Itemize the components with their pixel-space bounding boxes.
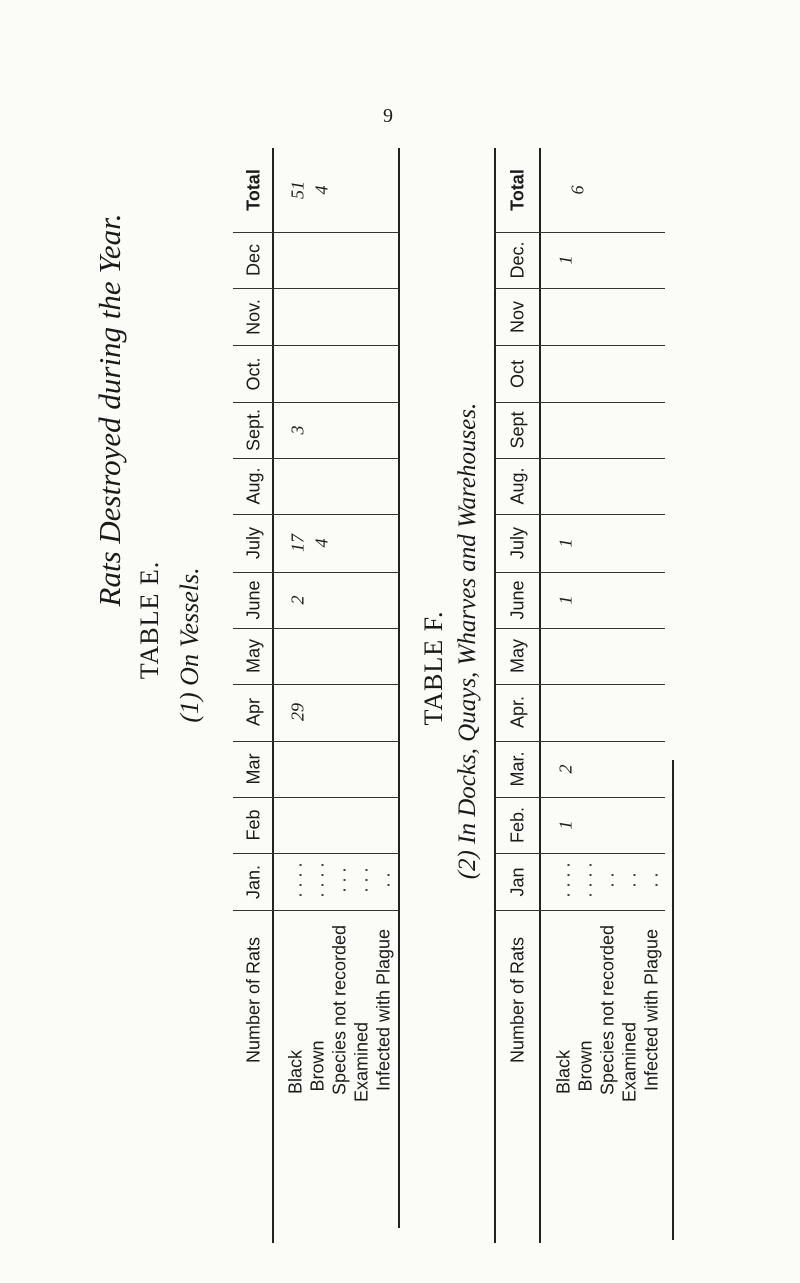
table-f-right-border (672, 760, 674, 1240)
table-f-cell: 6 (567, 185, 588, 195)
table-f-row-label: Examined (619, 1021, 640, 1103)
table-f-header-oct: Oct (507, 359, 528, 389)
table-f-row-label: Species not recorded (597, 924, 618, 1096)
table-e-cell: 51 (287, 181, 308, 199)
table-f-row-label: Black (553, 1049, 574, 1095)
table-f-header-dec: Dec. (507, 241, 528, 279)
table-e-header-nov: Nov. (243, 299, 264, 335)
page-number: 9 (383, 105, 393, 127)
table-e-leader-dots: . . . . (285, 862, 306, 898)
table-f-row-label: Infected with Plague (641, 928, 662, 1092)
table-f-header-apr: Apr. (507, 695, 528, 729)
table-f-header-may: May (507, 638, 528, 674)
table-e-row-label: Infected with Plague (373, 928, 394, 1092)
table-f-left-border (494, 148, 496, 1243)
table-f-cell: 1 (555, 538, 576, 548)
table-e-row-label: Black (285, 1049, 306, 1095)
table-e-row-label: Examined (351, 1021, 372, 1103)
table-e-right-border (398, 148, 400, 1228)
table-e-header-feb: Feb (243, 809, 264, 841)
table-f-header-july: July (507, 526, 528, 560)
table-f-header-june: June (507, 580, 528, 620)
table-e-header-mar: Mar (243, 753, 264, 785)
table-e-cell: 29 (287, 703, 308, 721)
table-f-leader-dots: . . . . (575, 862, 596, 898)
table-e-row-label: Species not recorded (329, 924, 350, 1096)
table-e-header-june: June (243, 580, 264, 620)
table-e-cell: 3 (287, 425, 308, 435)
table-f-header-mar: Mar. (507, 751, 528, 787)
table-f-header-aug: Aug. (507, 467, 528, 505)
table-f-cell: 1 (555, 255, 576, 265)
table-e-leader-dots: . . . . (307, 862, 328, 898)
table-e-header-total: Total (243, 169, 264, 211)
table-e-header-oct: Oct. (243, 357, 264, 391)
table-e-leader-dots: . . . (351, 867, 372, 893)
table-f-header-total: Total (507, 169, 528, 211)
table-f-header-sept: Sept (507, 411, 528, 449)
table-e-header-aug: Aug. (243, 467, 264, 505)
table-e-header-apr: Apr (243, 697, 264, 727)
table-f-header-feb: Feb. (507, 806, 528, 844)
table-f-leader-dots: . . (641, 872, 662, 888)
table-e-header-may: May (243, 638, 264, 674)
table-e-title: TABLE E. (135, 560, 164, 680)
table-e-row-label: Brown (307, 1040, 328, 1092)
table-e-header-dec: Dec (243, 243, 264, 277)
table-f-cell: 1 (555, 820, 576, 830)
table-e-cell: 17 (287, 534, 308, 552)
table-e-leader-dots: . . (373, 872, 394, 888)
table-e-subtitle: (1) On Vessels. (175, 567, 204, 723)
table-e-header-july: July (243, 526, 264, 560)
table-f-header-jan: Jan (507, 867, 528, 897)
table-f-cell: 1 (555, 595, 576, 605)
table-f-leader-dots: . . (597, 872, 618, 888)
table-f-header-number-of-rats: Number of Rats (507, 936, 528, 1064)
table-e-header-jan: Jan. (243, 864, 264, 900)
table-f-leader-dots: . . (619, 872, 640, 888)
table-f-row-label: Brown (575, 1040, 596, 1092)
table-e-divider (272, 148, 274, 1243)
table-e-cell: 2 (287, 595, 308, 605)
table-f-title: TABLE F. (419, 610, 448, 726)
table-e-leader-dots: . . . (329, 867, 350, 893)
table-e-header-number-of-rats: Number of Rats (243, 936, 264, 1064)
table-f-header-nov: Nov (507, 300, 528, 334)
table-e-header-sept: Sept. (243, 408, 264, 452)
table-e-cell: 4 (311, 185, 332, 195)
table-e-cell: 4 (311, 538, 332, 548)
table-f-subtitle: (2) In Docks, Quays, Wharves and Warehouses. (454, 402, 481, 880)
table-f-divider (539, 148, 541, 1243)
table-f-leader-dots: . . . . (553, 862, 574, 898)
table-f-cell: 2 (555, 764, 576, 774)
main-title: Rats Destroyed during the Year. (92, 213, 127, 607)
